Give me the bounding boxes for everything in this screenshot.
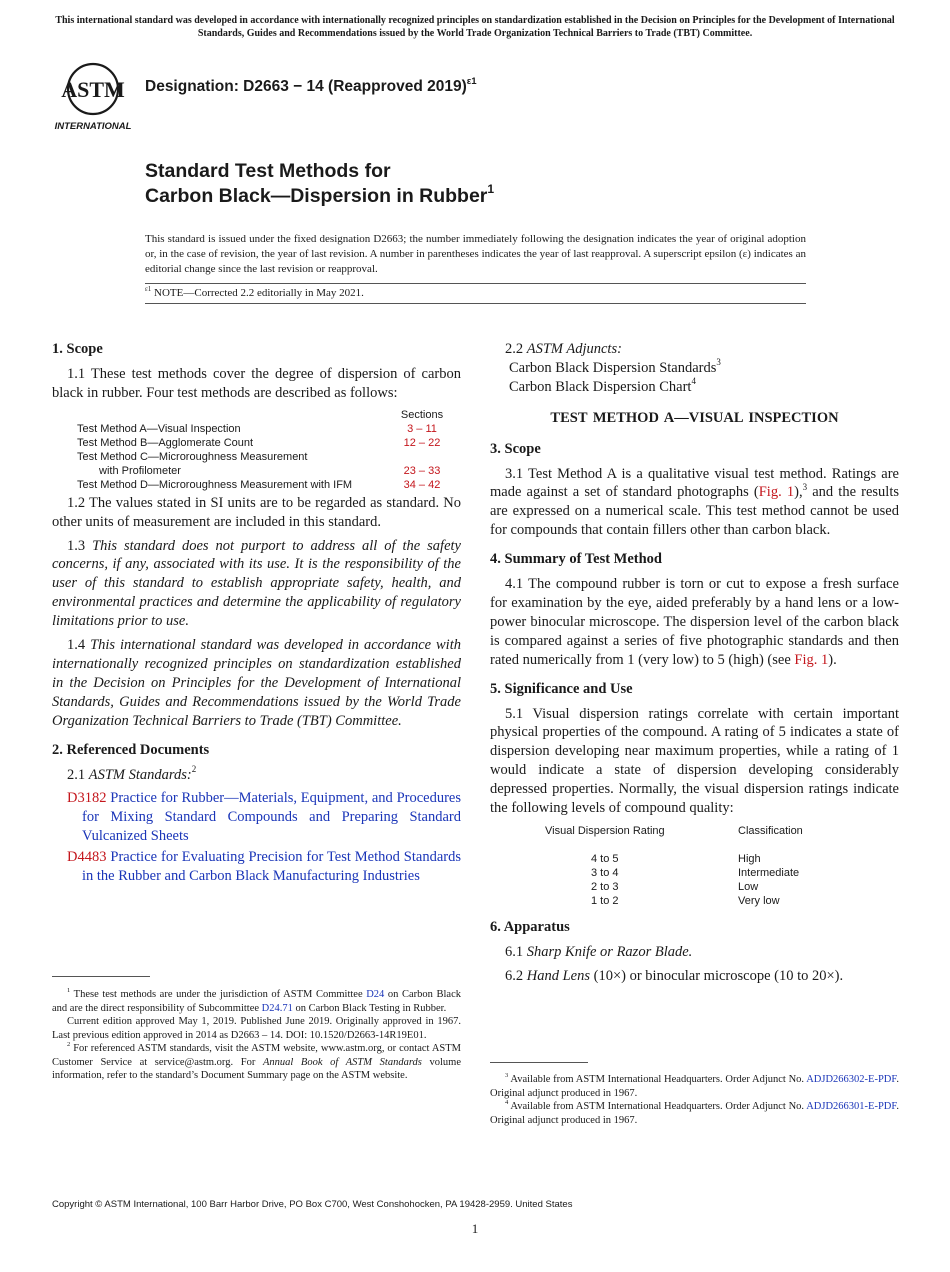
committee-link[interactable]: D24 <box>366 989 385 1000</box>
footnote-1-edition: Current edition approved May 1, 2019. Published June 2019. Originally approved in 1967. Last previous edition approved in 2014 as D2663 – 14. DOI: 10.1520/D2663-14R19E01. <box>52 1016 461 1041</box>
designation-epsilon: ε1 <box>466 75 477 87</box>
adjunct-link[interactable]: ADJD266301-E-PDF <box>806 1101 897 1112</box>
table-row: Test Method A—Visual Inspection 3 – 11 <box>52 422 461 436</box>
sections-link[interactable]: 23 – 33 <box>403 464 441 477</box>
section-3-heading: 3. Scope <box>490 440 541 457</box>
footnote-3: $^3$ Available from ASTM International Headquarters. Order Adjunct No. ADJD266302-E-PDF. Original adjunct produced in 1967. <box>490 1071 899 1099</box>
divider <box>145 303 806 304</box>
reference-title-link[interactable]: Practice for Evaluating Precision for Test Method Standards in the Rubber and Carbon Black Manufacturing Industries <box>82 849 461 885</box>
divider <box>145 283 806 284</box>
editorial-note: $^{\varepsilon 1}$ NOTE—Corrected 2.2 editorially in May 2021. <box>145 285 364 299</box>
paragraph-1-3: 1.3 This standard does not purport to address all of the safety concerns, if any, associated with its use. It is the responsibility of the user of this standard to establish appropriate safety, health, and environmental practices and determine the applicability of regulatory limitations prior to use. <box>52 537 461 630</box>
designation <box>145 75 477 96</box>
title-footnote-marker: 1 <box>487 182 495 197</box>
document-title <box>145 159 494 209</box>
table-row: with Profilometer 23 – 33 <box>52 464 461 478</box>
dispersion-rating-table <box>490 824 899 908</box>
adjunct-link[interactable]: ADJD266302-E-PDF <box>806 1074 897 1085</box>
section-4-heading: 4. Summary of Test Method <box>490 551 662 568</box>
table-row: Test Method B—Agglomerate Count 12 – 22 <box>52 436 461 450</box>
reference-item <box>52 848 461 886</box>
left-column <box>52 340 461 888</box>
test-methods-table <box>52 408 461 492</box>
table-row: 1 to 2 Very low <box>591 894 780 907</box>
copyright-footer: Copyright © ASTM International, 100 Barr Harbor Drive, PO Box C700, West Conshohocken, PA 19428-2959. United States <box>52 1199 573 1210</box>
footnote-1: $^1$ These test methods are under the jurisdiction of ASTM Committee D24 on Carbon Black and are the direct responsibility of Subcommittee D24.71 on Carbon Black Testing in Rubber. <box>52 986 461 1014</box>
astm-logo <box>52 57 134 133</box>
table-header-sections: Sections <box>400 408 444 421</box>
section-6-heading: 6. Apparatus <box>490 918 570 935</box>
adjunct-item: Carbon Black Dispersion Chart$^4$ <box>509 376 696 395</box>
international-standard-notice: This international standard was developed in accordance with internationally recognized principles on standardization established in the Decision on Principles for the Development of International Standards, Guides and Recommendations issued by the World Trade Organization Technical Barriers to Trade (TBT) Committee. <box>55 15 895 39</box>
paragraph-6-1: 6.1 Sharp Knife or Razor Blade. <box>505 943 693 960</box>
paragraph-2-1: 2.1 ASTM Standards:$^2$ <box>67 763 197 783</box>
right-column <box>490 340 899 991</box>
paragraph-6-2: 6.2 Hand Lens (10×) or binocular microscope (10 to 20×). <box>505 967 844 984</box>
footnote-2: $^2$ For referenced ASTM standards, visit the ASTM website, www.astm.org, or contact ASTM Customer Service at service@astm.org. For Annual Book of ASTM Standards volume information, refer to the standard’s Document Summary page on the ASTM website. <box>52 1040 461 1081</box>
table-row: Test Method C—Microroughness Measurement <box>77 450 308 463</box>
adjunct-item: Carbon Black Dispersion Standards$^3$ <box>509 357 721 376</box>
paragraph-3-1: 3.1 Test Method A is a qualitative visual test method. Ratings are made against a set of standard photographs (Fig. 1),$^3$ and the results are expressed on a numerical scale. This test method cannot be used for compounds that contain fillers other than carbon black. <box>490 465 900 539</box>
logo-subtext: INTERNATIONAL <box>54 121 132 132</box>
section-5-heading: 5. Significance and Use <box>490 680 633 697</box>
table-header-row: Visual Dispersion Rating Classification <box>545 824 803 837</box>
test-method-a-heading: TEST METHOD A—VISUAL INSPECTION <box>550 409 839 426</box>
right-footnotes <box>490 1062 899 1127</box>
left-footnotes <box>52 976 461 1083</box>
page-number: 1 <box>471 1221 479 1236</box>
table-row: 4 to 5 High <box>591 852 761 865</box>
table-row: 3 to 4 Intermediate <box>591 866 800 879</box>
section-1-heading: 1. Scope <box>52 341 103 357</box>
section-2-heading: 2. Referenced Documents <box>52 741 210 758</box>
reference-item <box>52 789 461 846</box>
table-row: 2 to 3 Low <box>591 880 759 893</box>
title-line-2: Carbon Black—Dispersion in Rubber$^1$ <box>145 182 495 207</box>
preamble: This standard is issued under the fixed designation D2663; the number immediately following the designation indicates the year of original adoption or, in the case of revision, the year of last revision. A number in parentheses indicates the year of last reapproval. A superscript epsilon (ε) indicates an editorial change since the last revision or reapproval. <box>145 233 806 275</box>
figure-link[interactable]: Fig. 1 <box>758 484 795 501</box>
paragraph-5-1: 5.1 Visual dispersion ratings correlate with certain important physical properties of the compound. A rating of 5 indicates a state of dispersion developing near maximum properties, while a rating of 1 would indicate a state of dispersion developing considerably depressed properties. Normally, the visual dispersion ratings indicate the following levels of compound quality: <box>490 705 899 817</box>
title-line-1: Standard Test Methods for <box>145 160 391 182</box>
subcommittee-link[interactable]: D24.71 <box>261 1002 293 1014</box>
reference-title-link[interactable]: Practice for Rubber—Materials, Equipment, and Procedures for Mixing Standard Compounds and Preparing Standard Vulcanized Sheets <box>82 790 461 845</box>
reference-code-link[interactable]: D3182 <box>67 790 107 807</box>
designation-text: Designation: D2663 − 14 (Reapproved 2019) <box>145 78 467 95</box>
paragraph-1-1: 1.1 These test methods cover the degree of dispersion of carbon black in rubber. Four test methods are described as follows: <box>52 365 461 401</box>
paragraph-4-1: 4.1 The compound rubber is torn or cut to expose a fresh surface for examination by the eye, aided preferably by a hand lens or a low-power binocular microscope. The dispersion level of the carbon black is compared against a series of five photographic standards and then rated numerically from 1 (very low) to 5 (high) (see Fig. 1). <box>490 576 899 668</box>
table-row: Test Method D—Microroughness Measurement with IFM 34 – 42 <box>52 478 461 492</box>
footnote-4: $^4$ Available from ASTM International Headquarters. Order Adjunct No. ADJD266301-E-PDF. Original adjunct produced in 1967. <box>490 1098 899 1126</box>
paragraph-2-2: 2.2 ASTM Adjuncts: <box>505 341 622 357</box>
figure-link[interactable]: Fig. 1 <box>794 651 829 668</box>
paragraph-1-4: 1.4 This international standard was developed in accordance with internationally recognized principles on standardization established in the Decision on Principles for the Development of International Standards, Guides and Recommendations issued by the World Trade Organization Technical Barriers to Trade (TBT) Committee. <box>52 637 461 729</box>
sections-link[interactable]: 12 – 22 <box>403 436 441 449</box>
reference-code-link[interactable]: D4483 <box>67 849 107 866</box>
paragraph-1-2: 1.2 The values stated in SI units are to be regarded as standard. No other units of measurement are included in this standard. <box>52 494 461 530</box>
sections-link[interactable]: 34 – 42 <box>403 478 441 491</box>
logo-text: ASTM <box>61 77 125 102</box>
sections-link[interactable]: 3 – 11 <box>407 422 437 435</box>
